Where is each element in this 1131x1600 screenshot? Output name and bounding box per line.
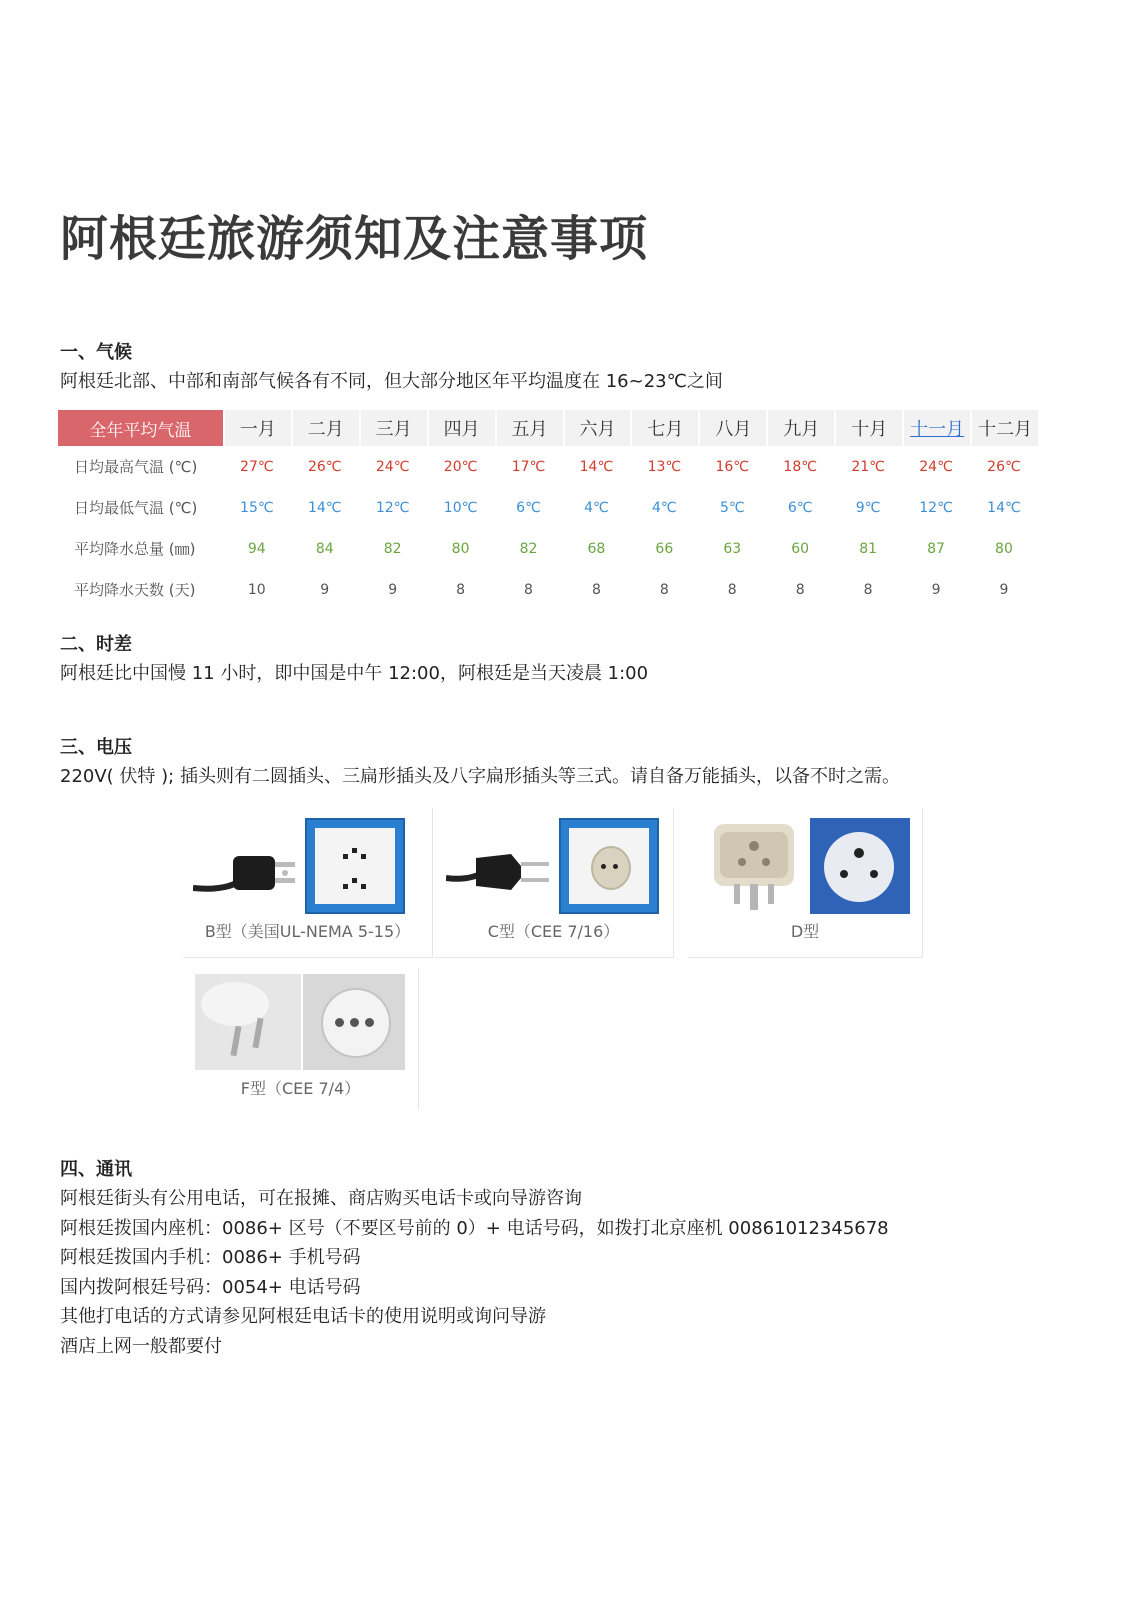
communication-line: 阿根廷拨国内手机：0086+ 手机号码 xyxy=(60,1247,361,1268)
row-label: 平均降水天数 (天) xyxy=(74,581,196,599)
rain-days-cell: 8 xyxy=(659,581,669,598)
voltage-heading: 三、电压 xyxy=(60,737,132,758)
month-header[interactable]: 七月 xyxy=(630,410,698,446)
communication-line: 国内拨阿根廷号码：0054+ 电话号码 xyxy=(60,1277,361,1298)
voltage-text: 220V( 伏特 ); 插头则有二圆插头、三扁形插头及八字扁形插头等三式。请自备万能插头，以备不时之需。 xyxy=(60,766,900,787)
row-rain-days xyxy=(58,569,1038,610)
month-header[interactable]: 十月 xyxy=(834,410,902,446)
min-temp-cell: 14℃ xyxy=(307,499,342,516)
max-temp-cell: 27℃ xyxy=(240,458,274,475)
timezone-text: 阿根廷比中国慢 11 小时，即中国是中午 12:00，阿根廷是当天凌晨 1:00 xyxy=(60,663,649,684)
month-header[interactable]: 四月 xyxy=(427,410,495,446)
rainfall-cell: 60 xyxy=(791,540,810,557)
rain-days-cell: 9 xyxy=(931,581,941,598)
plug-c-caption: C型（CEE 7/16） xyxy=(487,922,620,941)
min-temp-cell: 15℃ xyxy=(240,499,274,516)
communication-line: 阿根廷拨国内座机：0086+ 区号（不要区号前的 0）+ 电话号码，如拨打北京座机 00861012345678 xyxy=(60,1218,889,1239)
row-rainfall xyxy=(58,528,1038,569)
month-header[interactable]: 十二月 xyxy=(970,410,1038,446)
month-header-active[interactable]: 十一月 xyxy=(902,410,970,446)
min-temp-cell: 10℃ xyxy=(443,499,478,516)
plug-f-caption: F型（CEE 7/4） xyxy=(240,1079,361,1098)
max-temp-cell: 24℃ xyxy=(375,458,410,475)
plug-b-caption: B型（美国UL-NEMA 5-15） xyxy=(204,922,411,941)
max-temp-cell: 17℃ xyxy=(511,458,546,475)
timezone-heading: 二、时差 xyxy=(60,634,132,655)
outlet-f-image xyxy=(303,974,405,1070)
row-label: 平均降水总量 (㎜) xyxy=(74,540,196,558)
min-temp-cell: 4℃ xyxy=(652,499,677,516)
max-temp-cell: 26℃ xyxy=(307,458,342,475)
month-header[interactable]: 五月 xyxy=(495,410,563,446)
rain-days-cell: 8 xyxy=(524,581,533,598)
rain-days-cell: 9 xyxy=(999,581,1009,598)
communication-heading: 四、通讯 xyxy=(60,1159,132,1180)
plug-b-image xyxy=(193,818,303,914)
rain-days-cell: 8 xyxy=(727,581,737,598)
max-temp-cell: 20℃ xyxy=(443,458,478,475)
min-temp-cell: 6℃ xyxy=(787,499,813,516)
plug-card-f xyxy=(183,968,419,1110)
row-min-temp xyxy=(58,487,1038,528)
rainfall-cell: 66 xyxy=(655,540,674,557)
max-temp-cell: 26℃ xyxy=(987,458,1021,475)
rainfall-cell: 68 xyxy=(587,540,606,557)
plug-card-d xyxy=(688,808,923,958)
min-temp-cell: 5℃ xyxy=(719,499,745,516)
rain-days-cell: 10 xyxy=(247,581,266,598)
month-header[interactable]: 六月 xyxy=(563,410,631,446)
rain-days-cell: 8 xyxy=(456,581,466,598)
row-max-temp xyxy=(58,446,1038,487)
rainfall-cell: 81 xyxy=(859,540,878,557)
outlet-c-image xyxy=(559,818,659,914)
plug-d-caption: D型 xyxy=(790,922,820,941)
row-label: 日均最低气温 (℃) xyxy=(74,499,198,517)
month-header[interactable]: 九月 xyxy=(766,410,834,446)
communication-line: 阿根廷街头有公用电话，可在报摊、商店购买电话卡或向导游咨询 xyxy=(60,1188,582,1209)
min-temp-cell: 14℃ xyxy=(987,499,1021,516)
plug-types-grid xyxy=(183,808,923,1108)
min-temp-cell: 6℃ xyxy=(516,499,541,516)
month-header[interactable]: 八月 xyxy=(698,410,766,446)
max-temp-cell: 14℃ xyxy=(579,458,614,475)
min-temp-cell: 9℃ xyxy=(855,499,881,516)
outlet-b-image xyxy=(305,818,405,914)
rain-days-cell: 9 xyxy=(388,581,398,598)
climate-table xyxy=(58,410,1038,610)
plug-card-c xyxy=(434,808,674,958)
rainfall-cell: 87 xyxy=(927,540,945,557)
plug-f-image xyxy=(195,974,301,1070)
climate-text: 阿根廷北部、中部和南部气候各有不同，但大部分地区年平均温度在 16~23℃之间 xyxy=(60,371,723,392)
min-temp-cell: 12℃ xyxy=(919,499,953,516)
rainfall-cell: 94 xyxy=(247,540,266,557)
max-temp-cell: 16℃ xyxy=(715,458,750,475)
month-header[interactable]: 二月 xyxy=(291,410,359,446)
max-temp-cell: 18℃ xyxy=(783,458,817,475)
page-title: 阿根廷旅游须知及注意事项 xyxy=(60,211,649,267)
row-label: 日均最高气温 (℃) xyxy=(74,458,198,476)
max-temp-cell: 21℃ xyxy=(851,458,885,475)
outlet-d-image xyxy=(810,818,910,914)
rainfall-cell: 84 xyxy=(315,540,334,557)
rain-days-cell: 8 xyxy=(795,581,805,598)
month-header[interactable]: 一月 xyxy=(223,410,291,446)
plug-d-image xyxy=(710,818,798,914)
communication-line: 酒店上网一般都要付 xyxy=(60,1336,222,1357)
max-temp-cell: 24℃ xyxy=(919,458,953,475)
rainfall-cell: 80 xyxy=(995,540,1013,557)
rain-days-cell: 8 xyxy=(863,581,873,598)
min-temp-cell: 12℃ xyxy=(375,499,410,516)
rainfall-cell: 82 xyxy=(519,540,538,557)
rainfall-cell: 80 xyxy=(451,540,470,557)
min-temp-cell: 4℃ xyxy=(584,499,609,516)
rainfall-cell: 82 xyxy=(383,540,402,557)
communication-line: 其他打电话的方式请参见阿根廷电话卡的使用说明或询问导游 xyxy=(60,1306,546,1327)
climate-table-header xyxy=(58,410,1038,446)
plug-card-b xyxy=(183,808,433,958)
rain-days-cell: 8 xyxy=(591,581,601,598)
climate-heading: 一、气候 xyxy=(60,342,132,363)
month-header[interactable]: 三月 xyxy=(359,410,427,446)
plug-c-image xyxy=(446,828,556,908)
rainfall-cell: 63 xyxy=(723,540,742,557)
climate-header-label: 全年平均气温 xyxy=(58,410,223,446)
rain-days-cell: 9 xyxy=(320,581,330,598)
max-temp-cell: 13℃ xyxy=(647,458,682,475)
